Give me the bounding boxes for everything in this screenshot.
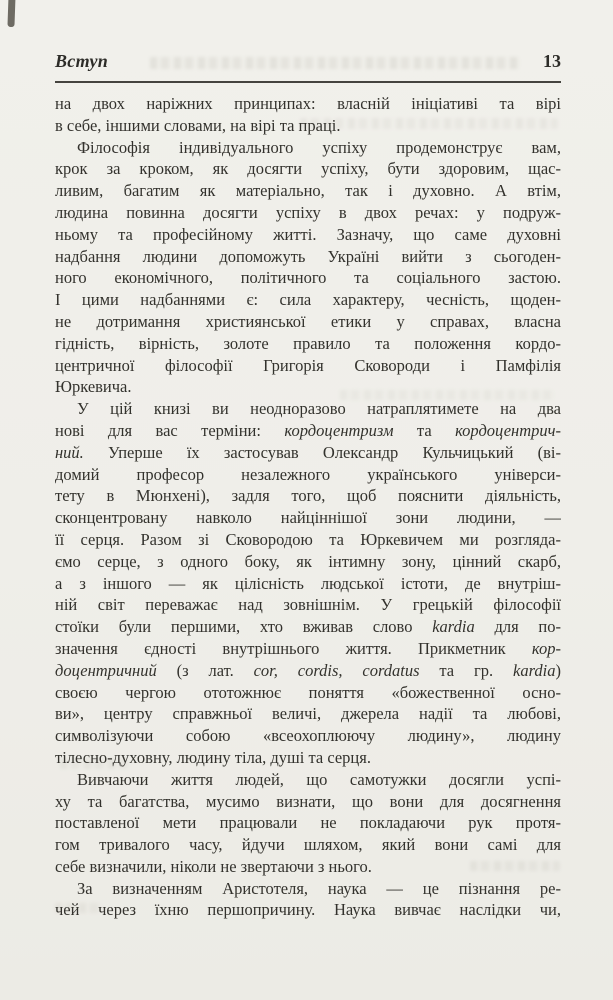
text-segment: гом тривалого часу, йдучи шляхом, який вони самі для [55, 835, 561, 855]
text-line [55, 333, 561, 355]
text-line [55, 791, 561, 813]
text-segment: не дотримання християнської етики у справах, власна [55, 311, 561, 331]
text-line [55, 355, 561, 377]
text-line [55, 878, 561, 900]
text-segment: ) [555, 660, 561, 680]
italic-text: kardia [432, 617, 475, 637]
running-header [55, 51, 561, 77]
italic-text: cor, cordis, cordatus [253, 660, 420, 680]
scan-artifact-corner [7, 0, 15, 27]
text-segment: в себе, іншими словами, на вірі та праці. [55, 115, 341, 135]
text-segment: ємо серце, з одного боку, як інтимну зону, цінний скарб, [55, 551, 561, 571]
text-line [55, 660, 561, 682]
text-line [55, 638, 561, 660]
text-segment: та гр. [419, 660, 514, 680]
text-line [55, 616, 561, 638]
text-segment: її серця. Разом зі Сковородою та Юркевичем ми розгляда- [55, 529, 561, 549]
text-segment: Уперше їх застосував Олександр Кульчицький (ві- [83, 442, 561, 462]
text-line [55, 747, 561, 769]
text-line [55, 529, 561, 551]
text-segment: ви», центру справжньої величі, джерела надії та любові, [55, 704, 561, 724]
text-segment: чей через їхню першопричину. Наука вивчає наслідки чи, [55, 900, 561, 920]
text-line [55, 224, 561, 246]
text-segment: та [393, 420, 456, 440]
text-line [55, 311, 561, 333]
text-segment: для по- [474, 617, 561, 637]
text-line [55, 420, 561, 442]
text-segment: а з іншого — як цілісність людської істоти, де внутріш- [55, 573, 561, 593]
text-segment: на двох наріжних принципах: власній ініціативі та вірі [55, 94, 561, 113]
section-title: Вступ [55, 51, 109, 71]
text-line [55, 703, 561, 725]
text-segment: Вивчаючи життя людей, що самотужки досягли успі- [77, 769, 561, 789]
text-line [55, 856, 561, 878]
text-line [55, 573, 561, 595]
text-line [55, 834, 561, 856]
text-segment: У цій книзі ви неодноразово натраплятимете на два [77, 399, 561, 419]
text-block [55, 93, 561, 921]
text-line [55, 137, 561, 159]
text-line [55, 93, 561, 115]
text-line [55, 725, 561, 747]
text-segment: гідність, вірність, золоте правило та положення кордо- [55, 333, 561, 353]
header-rule [55, 81, 561, 83]
italic-text: кор- [531, 638, 561, 658]
italic-text: кордоцентризм [284, 420, 394, 440]
text-line [55, 899, 561, 921]
text-line [55, 246, 561, 268]
text-line [55, 507, 561, 529]
text-line [55, 158, 561, 180]
italic-text: kardia [513, 660, 556, 680]
text-segment: Юркевича. [55, 377, 132, 397]
text-line [55, 442, 561, 464]
page-number: 13 [543, 51, 561, 71]
italic-text: ний. [55, 442, 84, 462]
text-line [55, 812, 561, 834]
text-line [55, 594, 561, 616]
text-line [55, 376, 561, 398]
text-segment: центричної філософії Григорія Сковороди і Памфілія [55, 355, 561, 375]
text-line [55, 115, 561, 137]
text-segment: символізуючи собою «всеохоплюючу людину», людину [55, 726, 561, 746]
text-segment: домий професор незалежного українського універси- [55, 464, 561, 484]
text-segment: людина повинна досягти успіху в двох речах: у подруж- [55, 202, 561, 222]
text-line [55, 682, 561, 704]
text-line [55, 551, 561, 573]
text-segment: тілесно-духовну, людину тіла, душі та серця. [55, 747, 371, 767]
text-segment: сконцентровану навколо найціннішої зони людини, — [55, 508, 561, 528]
text-segment: ного економічного, політичного та соціального застою. [55, 268, 561, 288]
text-segment: крок за кроком, як досягти успіху, бути здоровим, щас- [55, 159, 561, 179]
text-segment: стоїки були першими, хто вживав слово [55, 617, 433, 637]
text-segment: тету в Мюнхені), задля того, щоб пояснити діяльність, [55, 486, 561, 506]
text-line [55, 289, 561, 311]
text-segment: І цими надбаннями є: сила характеру, чесність, щоден- [55, 290, 561, 310]
text-segment: надбання людини допоможуть Україні вийти з сьогоден- [55, 246, 561, 266]
text-segment: себе визначили, ніколи не звертаючи з нього. [55, 856, 372, 876]
text-segment: ху та багатства, мусимо визнати, що вони для досягнення [55, 791, 561, 811]
text-segment: своєю чергою ототожнює поняття «божественної осно- [55, 682, 561, 702]
text-line [55, 202, 561, 224]
text-segment: ній світ переважає над зовнішнім. У грецькій філософії [55, 595, 561, 615]
text-line [55, 398, 561, 420]
italic-text: кордоцентрич- [455, 420, 561, 440]
text-segment: поставленої мети працювали не покладаючи рук протя- [55, 813, 561, 833]
text-line [55, 180, 561, 202]
text-segment: За визначенням Аристотеля, наука — це пізнання ре- [77, 878, 561, 898]
text-line [55, 485, 561, 507]
text-line [55, 464, 561, 486]
text-segment: (з лат. [156, 660, 254, 680]
text-segment: ливим, багатим як матеріально, так і духовно. А втім, [55, 181, 561, 201]
italic-text: доцентричний [55, 660, 157, 680]
text-segment: Філософія індивідуального успіху продемонструє вам, [77, 137, 561, 157]
text-segment: значення єдності внутрішнього життя. Прикметник [55, 638, 532, 658]
text-line [55, 769, 561, 791]
text-segment: ньому та професійному житті. Зазначу, що саме духовні [55, 224, 561, 244]
text-line [55, 267, 561, 289]
text-segment: нові для вас терміни: [55, 420, 285, 440]
